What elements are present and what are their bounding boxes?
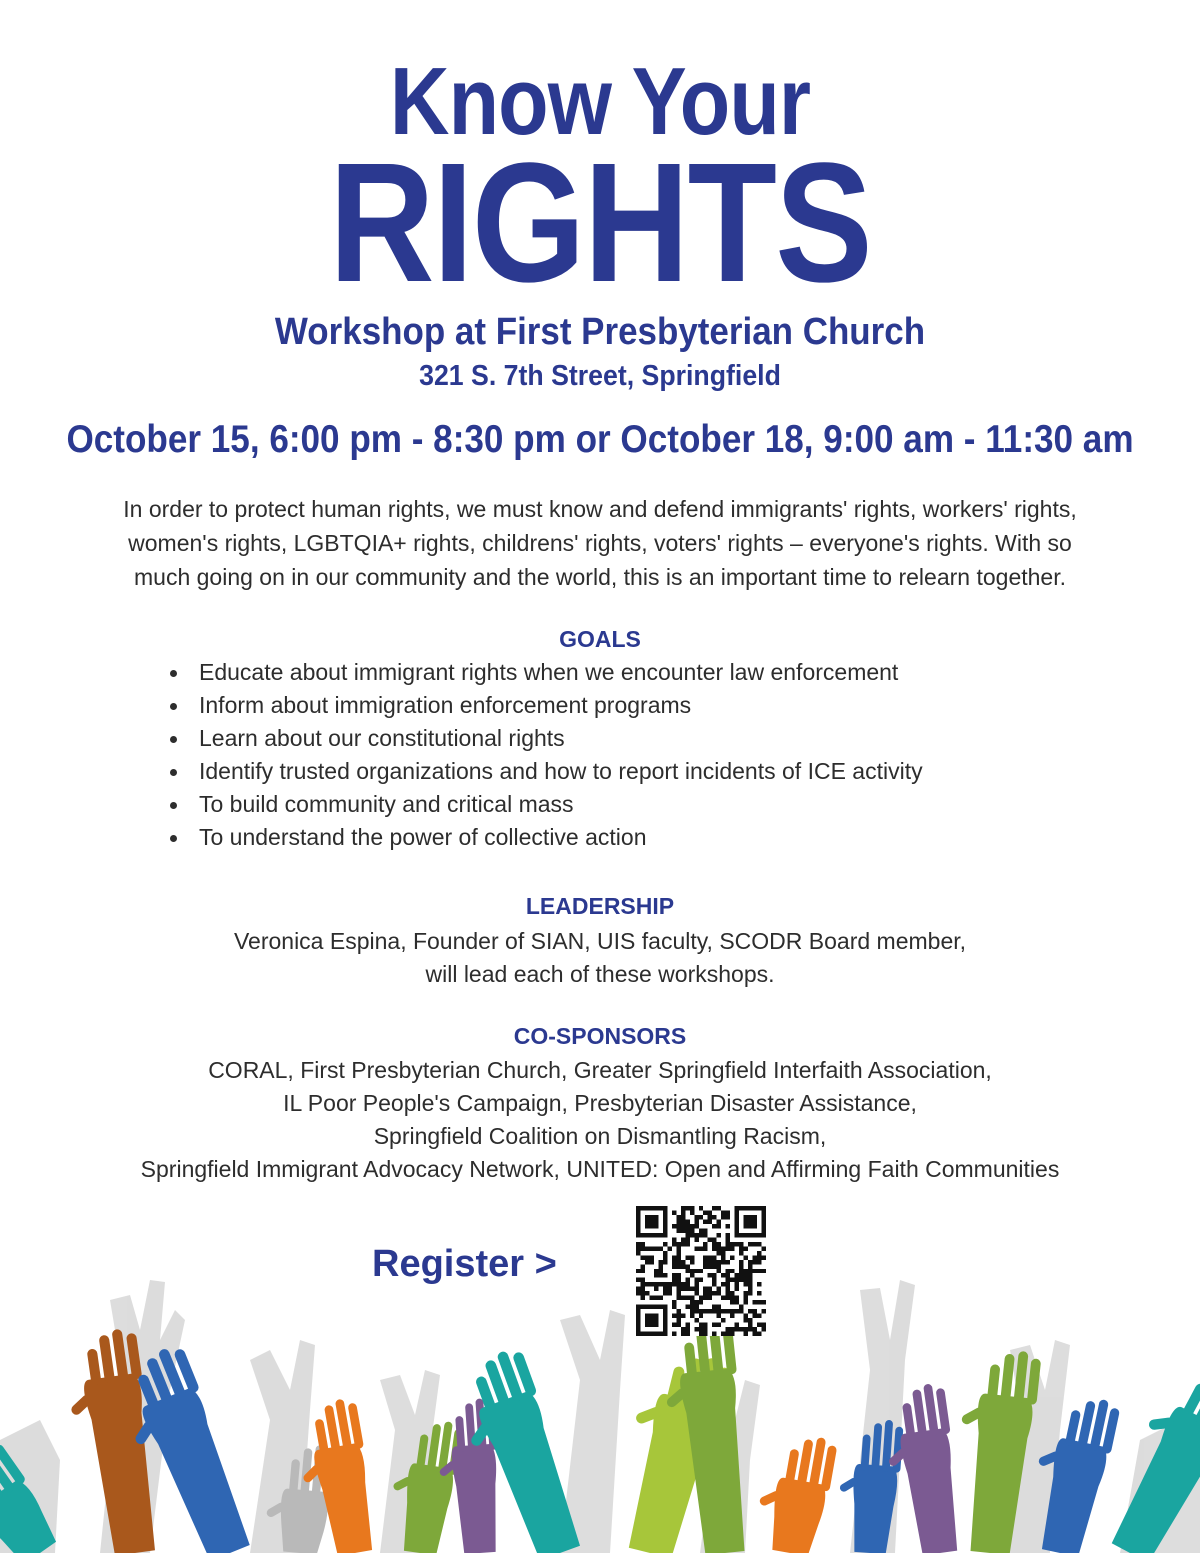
qr-code-icon[interactable] — [636, 1206, 766, 1336]
cosponsor-line: CORAL, First Presbyterian Church, Greater Springfield Interfaith Association, — [208, 1057, 992, 1083]
goal-item: Identify trusted organizations and how to report incidents of ICE activity — [168, 755, 923, 788]
address: 321 S. 7th Street, Springfield — [419, 360, 781, 392]
goal-item: Inform about immigration enforcement programs — [168, 689, 923, 722]
intro-line: much going on in our community and the world, this is an important time to relearn together. — [134, 564, 1066, 590]
intro-line: women's rights, LGBTQIA+ rights, childrens' rights, voters' rights – everyone's rights. With so — [128, 530, 1072, 556]
goals-list — [168, 656, 923, 854]
intro-paragraph — [0, 492, 1200, 594]
cosponsors-heading: CO-SPONSORS — [513, 1023, 687, 1049]
intro-line: In order to protect human rights, we must know and defend immigrants' rights, workers' rights, — [123, 496, 1077, 522]
title-line-1: Know Your — [389, 48, 811, 155]
goal-item: To build community and critical mass — [168, 788, 923, 821]
goals-heading: GOALS — [559, 626, 641, 652]
raised-hands-illustration — [0, 1240, 1200, 1553]
cosponsor-line: Springfield Coalition on Dismantling Racism, — [373, 1123, 827, 1149]
event-dates: October 15, 6:00 pm - 8:30 pm or October 18, 9:00 am - 11:30 am — [66, 418, 1134, 461]
goal-item: Educate about immigrant rights when we encounter law enforcement — [168, 656, 923, 689]
leadership-line: Veronica Espina, Founder of SIAN, UIS faculty, SCODR Board member, — [233, 928, 967, 954]
goal-item: To understand the power of collective action — [168, 821, 923, 854]
cosponsor-line: IL Poor People's Campaign, Presbyterian Disaster Assistance, — [283, 1090, 917, 1116]
venue: Workshop at First Presbyterian Church — [274, 311, 926, 353]
title-line-2: RIGHTS — [328, 128, 871, 318]
cosponsor-line: Springfield Immigrant Advocacy Network, UNITED: Open and Affirming Faith Communities — [140, 1156, 1060, 1182]
leadership-text — [0, 925, 1200, 991]
raised-hand — [750, 1429, 838, 1553]
goal-item: Learn about our constitutional rights — [168, 722, 923, 755]
register-link[interactable]: Register > — [372, 1243, 557, 1285]
leadership-line: will lead each of these workshops. — [425, 961, 775, 987]
leadership-heading: LEADERSHIP — [525, 893, 675, 919]
cosponsors-text — [0, 1054, 1200, 1186]
